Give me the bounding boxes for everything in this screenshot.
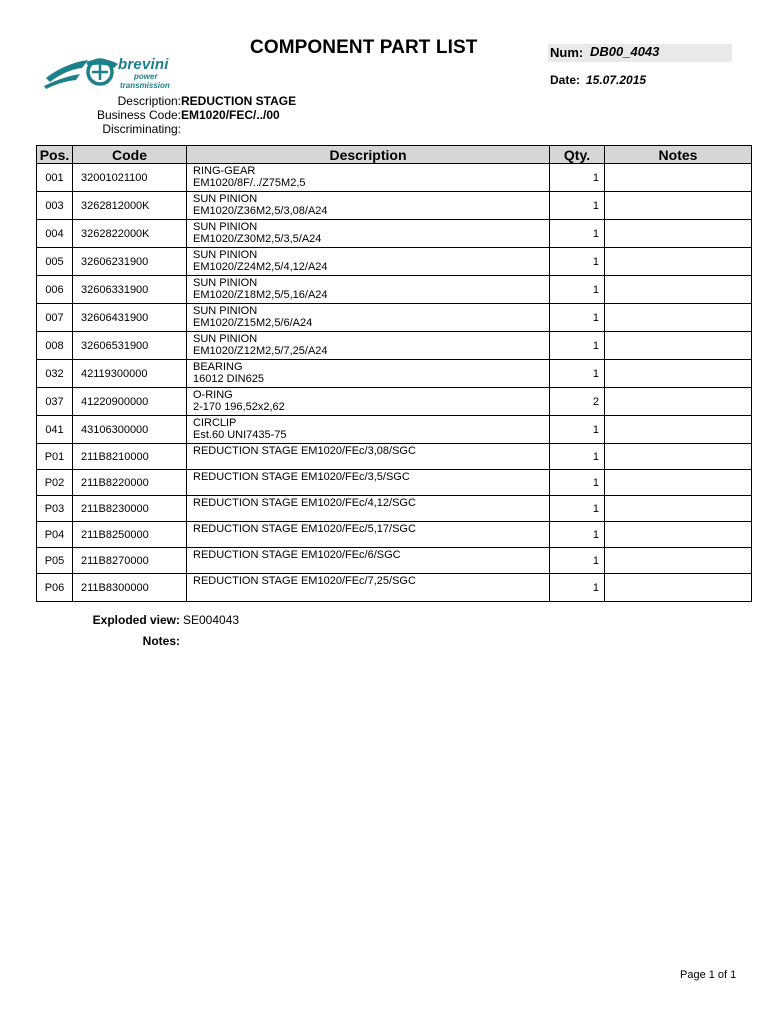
table-row xyxy=(37,388,752,416)
cell-description xyxy=(187,248,550,276)
description-line-1: CIRCLIP xyxy=(193,417,237,429)
table-row xyxy=(37,496,752,522)
cell-qty: 1 xyxy=(550,444,605,470)
table-row xyxy=(37,248,752,276)
table-row xyxy=(37,470,752,496)
cell-notes xyxy=(605,574,752,602)
cell-notes xyxy=(605,444,752,470)
cell-notes xyxy=(605,192,752,220)
column-header-notes: Notes xyxy=(605,146,752,164)
table-row xyxy=(37,220,752,248)
description-line-2: Est.60 UNI7435-75 xyxy=(193,429,287,441)
cell-notes xyxy=(605,388,752,416)
table-row xyxy=(37,304,752,332)
cell-code: 32606431900 xyxy=(73,304,187,332)
document-title: COMPONENT PART LIST xyxy=(250,37,478,58)
cell-notes xyxy=(605,548,752,574)
cell-notes xyxy=(605,470,752,496)
table-row xyxy=(37,416,752,444)
cell-code: 211B8220000 xyxy=(73,470,187,496)
description-line-1: SUN PINION xyxy=(193,333,258,345)
discriminating-label: Discriminating: xyxy=(102,122,181,136)
date-label: Date: xyxy=(550,73,581,87)
table-row xyxy=(37,522,752,548)
cell-code: 211B8230000 xyxy=(73,496,187,522)
column-header-code: Code xyxy=(73,146,187,164)
table-row xyxy=(37,164,752,192)
description-line-1: RING-GEAR xyxy=(193,165,256,177)
cell-notes xyxy=(605,360,752,388)
table-row xyxy=(37,574,752,602)
cell-notes xyxy=(605,304,752,332)
description-line-2: EM1020/Z24M2,5/4,12/A24 xyxy=(193,261,328,273)
description-line-1: REDUCTION STAGE EM1020/FEc/7,25/SGC xyxy=(193,575,416,587)
cell-code: 211B8300000 xyxy=(73,574,187,602)
cell-description xyxy=(187,276,550,304)
cell-description xyxy=(187,548,550,574)
cell-code: 42119300000 xyxy=(73,360,187,388)
description-line-2: 16012 DIN625 xyxy=(193,373,264,385)
num-value: DB00_4043 xyxy=(590,44,660,59)
description-line-1: BEARING xyxy=(193,361,243,373)
cell-qty: 1 xyxy=(550,574,605,602)
cell-description xyxy=(187,574,550,602)
cell-pos: 004 xyxy=(37,220,73,248)
cell-qty: 1 xyxy=(550,548,605,574)
cell-description xyxy=(187,388,550,416)
cell-notes xyxy=(605,332,752,360)
business-code-label: Business Code: xyxy=(96,108,181,122)
cell-pos: 007 xyxy=(37,304,73,332)
cell-description xyxy=(187,220,550,248)
description-line-2: EM1020/8F/../Z75M2,5 xyxy=(193,177,306,189)
cell-pos: P06 xyxy=(37,574,73,602)
description-line-1: REDUCTION STAGE EM1020/FEc/5,17/SGC xyxy=(193,523,416,535)
cell-pos: P04 xyxy=(37,522,73,548)
cell-description xyxy=(187,332,550,360)
notes-label: Notes: xyxy=(142,634,180,648)
brevini-logo-mark xyxy=(42,56,122,90)
num-label: Num: xyxy=(550,45,584,60)
description-label: Description: xyxy=(117,94,181,108)
table-row xyxy=(37,332,752,360)
cell-code: 211B8210000 xyxy=(73,444,187,470)
exploded-view-value: SE004043 xyxy=(183,613,240,627)
cell-notes xyxy=(605,248,752,276)
cell-pos: P03 xyxy=(37,496,73,522)
cell-pos: P02 xyxy=(37,470,73,496)
cell-notes xyxy=(605,522,752,548)
cell-code: 32606331900 xyxy=(73,276,187,304)
cell-code: 32001021100 xyxy=(73,164,187,192)
cell-pos: 037 xyxy=(37,388,73,416)
table-row xyxy=(37,444,752,470)
description-line-1: REDUCTION STAGE EM1020/FEc/4,12/SGC xyxy=(193,497,416,509)
description-line-2: 2-170 196,52x2,62 xyxy=(193,401,285,413)
cell-notes xyxy=(605,416,752,444)
cell-pos: P01 xyxy=(37,444,73,470)
brevini-logo xyxy=(42,56,182,92)
table-row xyxy=(37,360,752,388)
cell-pos: 041 xyxy=(37,416,73,444)
cell-qty: 2 xyxy=(550,388,605,416)
cell-qty: 1 xyxy=(550,522,605,548)
description-line-2: EM1020/Z30M2,5/3,5/A24 xyxy=(193,233,322,245)
description-line-2: EM1020/Z18M2,5/5,16/A24 xyxy=(193,289,328,301)
description-line-2: EM1020/Z12M2,5/7,25/A24 xyxy=(193,345,328,357)
cell-description xyxy=(187,496,550,522)
logo-brand-text: brevini xyxy=(118,56,169,73)
column-header-pos: Pos. xyxy=(37,146,73,164)
cell-code: 3262812000K xyxy=(73,192,187,220)
description-line-1: SUN PINION xyxy=(193,193,258,205)
page-number: Page 1 of 1 xyxy=(680,969,737,981)
cell-qty: 1 xyxy=(550,192,605,220)
description-line-1: REDUCTION STAGE EM1020/FEc/3,5/SGC xyxy=(193,471,410,483)
cell-code: 3262822000K xyxy=(73,220,187,248)
cell-qty: 1 xyxy=(550,164,605,192)
cell-notes xyxy=(605,496,752,522)
cell-qty: 1 xyxy=(550,416,605,444)
table-header-row xyxy=(37,146,752,164)
cell-qty: 1 xyxy=(550,304,605,332)
cell-notes xyxy=(605,276,752,304)
logo-line-1: power xyxy=(134,72,158,81)
column-header-qty: Qty. xyxy=(550,146,605,164)
cell-description xyxy=(187,304,550,332)
description-line-1: SUN PINION xyxy=(193,305,258,317)
cell-description xyxy=(187,444,550,470)
cell-description xyxy=(187,164,550,192)
cell-pos: 006 xyxy=(37,276,73,304)
description-line-1: REDUCTION STAGE EM1020/FEc/3,08/SGC xyxy=(193,445,416,457)
business-code-value: EM1020/FEC/../00 xyxy=(181,108,280,122)
cell-description xyxy=(187,416,550,444)
description-line-1: REDUCTION STAGE EM1020/FEc/6/SGC xyxy=(193,549,401,561)
logo-line-2: transmission xyxy=(120,81,170,90)
date-value: 15.07.2015 xyxy=(586,73,647,87)
cell-code: 211B8250000 xyxy=(73,522,187,548)
cell-qty: 1 xyxy=(550,470,605,496)
cell-qty: 1 xyxy=(550,220,605,248)
description-line-1: SUN PINION xyxy=(193,249,258,261)
description-line-1: SUN PINION xyxy=(193,277,258,289)
parts-table xyxy=(36,145,752,602)
cell-qty: 1 xyxy=(550,496,605,522)
description-value: REDUCTION STAGE xyxy=(181,94,297,108)
cell-code: 211B8270000 xyxy=(73,548,187,574)
cell-code: 41220900000 xyxy=(73,388,187,416)
cell-notes xyxy=(605,164,752,192)
cell-code: 32606531900 xyxy=(73,332,187,360)
description-line-1: SUN PINION xyxy=(193,221,258,233)
cell-description xyxy=(187,360,550,388)
cell-pos: 032 xyxy=(37,360,73,388)
exploded-view-label: Exploded view: xyxy=(92,613,180,627)
table-row xyxy=(37,276,752,304)
cell-qty: 1 xyxy=(550,248,605,276)
cell-qty: 1 xyxy=(550,360,605,388)
cell-qty: 1 xyxy=(550,332,605,360)
cell-pos: 001 xyxy=(37,164,73,192)
cell-qty: 1 xyxy=(550,276,605,304)
column-header-description: Description xyxy=(187,146,550,164)
cell-pos: 003 xyxy=(37,192,73,220)
cell-description xyxy=(187,192,550,220)
description-line-1: O-RING xyxy=(193,389,233,401)
cell-notes xyxy=(605,220,752,248)
description-line-2: EM1020/Z36M2,5/3,08/A24 xyxy=(193,205,328,217)
table-row xyxy=(37,192,752,220)
cell-pos: 005 xyxy=(37,248,73,276)
cell-description xyxy=(187,470,550,496)
cell-code: 43106300000 xyxy=(73,416,187,444)
cell-code: 32606231900 xyxy=(73,248,187,276)
table-row xyxy=(37,548,752,574)
cell-pos: 008 xyxy=(37,332,73,360)
description-line-2: EM1020/Z15M2,5/6/A24 xyxy=(193,317,313,329)
cell-pos: P05 xyxy=(37,548,73,574)
cell-description xyxy=(187,522,550,548)
